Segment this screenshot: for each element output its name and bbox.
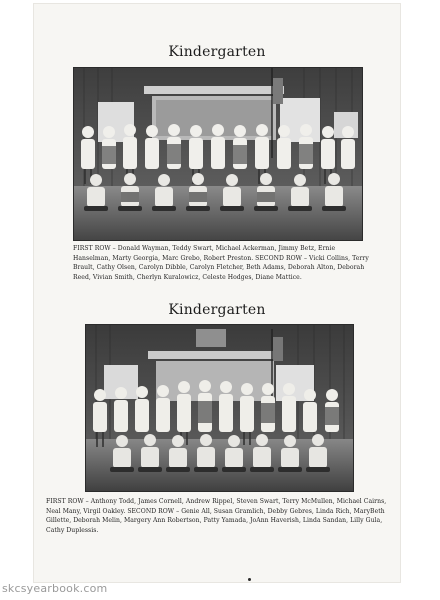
page-folio-mark <box>248 578 251 581</box>
class-photo-image <box>86 325 353 491</box>
class-photo-image <box>74 68 362 240</box>
section-title: Kindergarten <box>168 302 266 318</box>
class-photo <box>85 324 354 492</box>
site-watermark: skcsyearbook.com <box>2 582 108 595</box>
photo-caption: FIRST ROW – Donald Wayman, Teddy Swart, Michael Ackerman, Jimmy Betz, Ernie Hanselman, Marty Georgia, Marc Grebo, Robert Preston. SECOND ROW – Vicki Collins, Terry Brault, Cathy Olsen, Carolyn Dibble, Carolyn Fletcher, Beth Adams, Deborah Alton, Deborah Reed, Vivian Smith, Cherlyn Kuralowicz, Celeste Hodges, Diane Mattice. <box>73 245 369 281</box>
class-photo <box>73 67 363 241</box>
photo-caption: FIRST ROW – Anthony Todd, James Cornell, Andrew Rippel, Steven Swart, Terry McMullen, Michael Cairns, Neal Many, Virgil Oakley. SECOND ROW – Genie All, Susan Gramlich, Debby Gebres, Linda Rich, MaryBeth Gillette, Deborah Melin, Margery Ann Robertson, Patty Yamada, JoAnn Haverish, Linda Sandan, Lilly Gula, Cathy Duplessis. <box>46 498 387 534</box>
yearbook-page <box>34 4 400 582</box>
section-title: Kindergarten <box>168 44 266 60</box>
